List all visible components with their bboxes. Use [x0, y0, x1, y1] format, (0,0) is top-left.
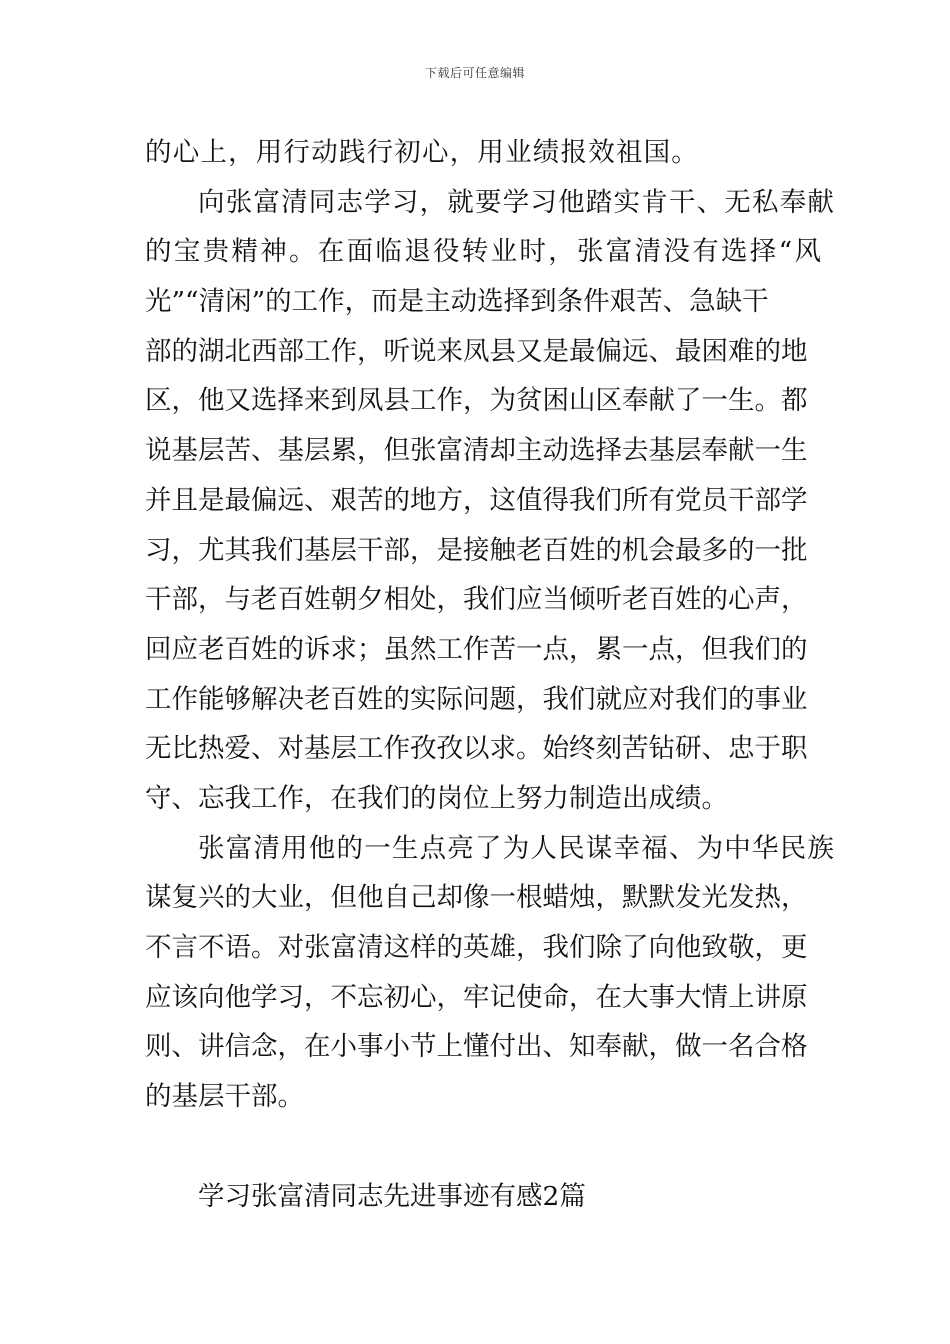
- text-line: 干部，与老百姓朝夕相处，我们应当倾听老百姓的心声，: [145, 584, 808, 616]
- text-line: 说基层苦、基层累，但张富清却主动选择去基层奉献一生: [145, 435, 808, 467]
- text-line: 张富清用他的一生点亮了为人民谋幸福、为中华民族: [198, 832, 836, 864]
- text-line: 守、忘我工作，在我们的岗位上努力制造出成绩。: [145, 782, 728, 814]
- text-line: 光”“清闲”的工作，而是主动选择到条件艰苦、急缺干: [145, 286, 769, 318]
- text-line: 的心上，用行动践行初心，用业绩报效祖国。: [145, 137, 699, 168]
- text-line: 区，他又选择来到凤县工作，为贫困山区奉献了一生。都: [145, 385, 808, 417]
- text-line: 不言不语。对张富清这样的英雄，我们除了向他致敬，更: [145, 932, 808, 963]
- document-body: [145, 128, 836, 1122]
- text-line: 并且是最偏远、艰苦的地方，这值得我们所有党员干部学: [145, 484, 808, 516]
- text-line: 回应老百姓的诉求；虽然工作苦一点，累一点，但我们的: [145, 633, 808, 665]
- text-line: 向张富清同志学习，就要学习他踏实肯干、无私奉献: [198, 186, 836, 218]
- text-line: 部的湖北西部工作，听说来凤县又是最偏远、最困难的地: [145, 335, 808, 367]
- text-line: 应该向他学习，不忘初心，牢记使命，在大事大情上讲原: [145, 981, 808, 1013]
- page-header-note: 下载后可任意编辑: [424, 66, 525, 80]
- text-line: 无比热爱、对基层工作孜孜以求。始终刻苦钻研、忠于职: [145, 733, 808, 765]
- next-article-title: 学习张富清同志先进事迹有感2篇: [198, 1181, 586, 1212]
- text-line: 工作能够解决老百姓的实际问题，我们就应对我们的事业: [145, 683, 808, 715]
- text-line: 的宝贵精神。在面临退役转业时，张富清没有选择“风: [145, 236, 824, 268]
- text-line: 则、讲信念，在小事小节上懂付出、知奉献，做一名合格: [145, 1031, 808, 1063]
- text-line: 谋复兴的大业，但他自己却像一根蜡烛，默默发光发热，: [145, 882, 808, 914]
- text-line: 的基层干部。: [145, 1081, 304, 1113]
- text-line: 习，尤其我们基层干部，是接触老百姓的机会最多的一批: [145, 534, 808, 566]
